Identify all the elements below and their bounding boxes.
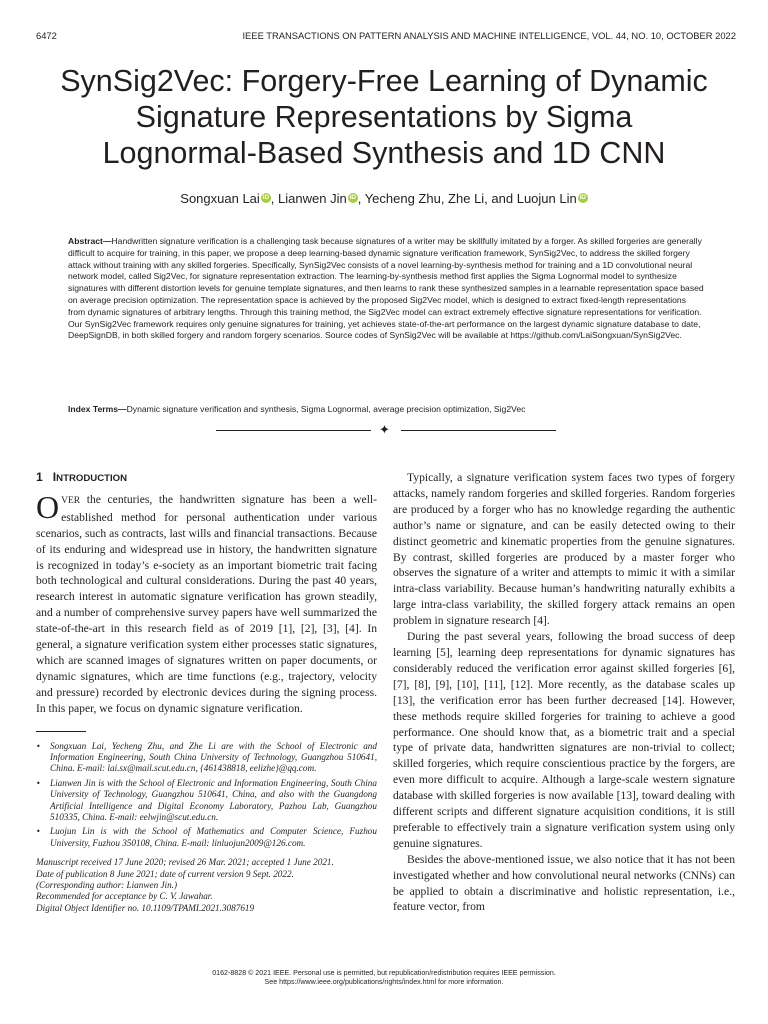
footnote-text: Luojun Lin is with the School of Mathematics and Computer Science, Fuzhou University, Fuzhou 350108, China. E-mail: linluojun2009@126.com. — [50, 826, 377, 848]
manuscript-info — [36, 857, 377, 914]
bullet-icon: • — [36, 741, 41, 751]
doi: Digital Object Identifier no. 10.1109/TPAMI.2021.3087619 — [36, 902, 255, 913]
body-paragraph: Typically, a signature verification system faces two types of forgery attacks, namely random forgeries and skilled forgeries. Random forgeries are produced by a forger who has no knowledge regarding the authentic author’s name or signature, and can be easily detected owing to their distinct geometric and kinematic properties from the genuine signatures. By contrast, skilled forgeries are produced by a master forger who observes the signature of a writer and attempts to mimic it with a similar intra-class variability. Because human’s handwriting naturally exhibits a large intra-class variability, the skilled forgery attack remains an open problem in signature research [4]. — [393, 471, 735, 628]
body-paragraph: During the past several years, following the broad success of deep learning [5], learning deep representations for dynamic signatures has considerably reduced the verification error against skilled forgeries [6], [7], [8], [9], [10], [11], [12]. More recently, as the database scales up [13], the verification error has been further decreased [14]. However, these methods require skilled forgeries for training to achieve a good performance. One should know that, as a biometric trait and a special type of private data, handwritten signatures are non-trivial to collect; skilled forgeries, which require conscientious practice by the forgers, are even more difficult to acquire. Although a large-scale western signature database with skilled forgeries is now available [13], toward dealing with different scripts and different signature acquisition conditions, it is still preferable to effectively train a signature verification system using only genuine signatures. — [393, 630, 735, 850]
copyright-line: 0162-8828 © 2021 IEEE. Personal use is permitted, but republication/redistribution requires IEEE permission. — [212, 969, 556, 977]
orcid-icon[interactable]: iD — [262, 194, 270, 201]
first-word-rest: VER — [61, 495, 81, 506]
publication-dates: Date of publication 8 June 2021; date of current version 9 Sept. 2022. — [36, 868, 294, 879]
journal-name: IEEE TRANSACTIONS ON PATTERN ANALYSIS AND MACHINE INTELLIGENCE, VOL. 44, NO. 10, OCTOBER 2022 — [242, 30, 736, 41]
abstract-text: Handwritten signature verification is a challenging task because signatures of a writer may be skillfully imitated by a forger. As skilled forgeries are generally difficult to acquire for training, in this paper, we propose a deep learning-based dynamic signature verification framework, SynSig2Vec, to address the skilled forgery attack without training with any skilled forgeries. Specifically, SynSig2Vec consists of a novel learning-by-synthesis method for training and a 1D convolutional neural network model, called Sig2Vec, for signature representation extraction. The learning-by-synthesis method first applies the Sigma Lognormal model to synthesize signatures with different distortion levels for genuine template signatures, and then learns to rank these synthesized samples in a learnable representation space based on average precision optimization. The representation space is achieved by the proposed Sig2Vec model, which is designed to extract fixed-length representations from dynamic signatures of arbitrary lengths. Through this training method, the Sig2Vec model can extract extremely effective signature representations for verification. Our SynSig2Vec framework requires only genuine signatures for training, yet achieves state-of-the-art performance on the largest dynamic signature database to date, DeepSignDB, in both skilled forgery and random forgery scenarios. Source codes of SynSig2Vec will be available at https://github.com/LaiSongxuan/SynSig2Vec. — [68, 236, 704, 341]
separator-line-right — [401, 430, 556, 431]
footnote-text: Songxuan Lai, Yecheng Zhu, and Zhe Li are with the School of Electronic and Information Engineering, South China University of Technology, Guangzhou 510641, China. E-mail: lai.sx@mail.scut.edu.cn, {461438818, eelizhe}@qq.com. — [50, 740, 377, 774]
section-number: 1 — [36, 470, 43, 484]
separator-line-left — [216, 430, 371, 431]
left-column — [36, 470, 377, 914]
author-jin: Lianwen Jin — [278, 191, 347, 206]
paper-title — [30, 63, 738, 171]
section-heading — [36, 470, 377, 487]
footnote-item — [36, 741, 377, 775]
rights-link-line: See https://www.ieee.org/publications/rights/index.html for more information. — [264, 978, 504, 986]
corresponding-author: (Corresponding author: Lianwen Jin.) — [36, 880, 178, 891]
footnote-rule — [36, 731, 86, 732]
authors-rest: Yecheng Zhu, Zhe Li, and Luojun Lin — [364, 191, 577, 206]
index-terms-label: Index Terms — [68, 404, 118, 414]
recommended-by: Recommended for acceptance by C. V. Jawahar. — [36, 891, 213, 902]
intro-paragraph-1-text: the centuries, the handwritten signature has been a well-established method for personal authentication under various scenarios, such as contracts, last wills and financial transactions. Because of its enduring and widespread use in history, the handwritten signature is recognized in today’s e-society as an important biometric trait facing both technological and cultural considerations. During the past 40 years, research interest in automatic signature verification has grown steadily, and a number of comprehensive survey papers have well summarized the state-of-the-art in this research field as of 2019 [1], [2], [3], [4]. In general, a signature verification system either processes static signatures, which are scanned images of signatures written on paper documents, or dynamic signatures, which are time functions (e.g., trajectory, velocity and pressure) recorded by electronic devices during the signing process. In this paper, we focus on dynamic signature verification. — [36, 492, 377, 715]
manuscript-dates: Manuscript received 17 June 2020; revised 26 Mar. 2021; accepted 1 June 2021. — [36, 857, 334, 868]
footnote-item — [36, 778, 377, 824]
section-title-rest: NTRODUCTION — [56, 473, 128, 484]
section-title-initial: I — [52, 470, 57, 484]
abstract: Abstract—Handwritten signature verification is a challenging task because signatures of a writer may be skillfully imitated by a forger. As skilled forgeries are generally difficult to acquire for training, in this paper, we propose a deep learning-based dynamic signature verification framework, SynSig2Vec, to address the skilled forgery attack without training with any skilled forgeries. Specifically, SynSig2Vec consists of a novel learning-by-synthesis method for training and a 1D convolutional neural network model, called Sig2Vec, for signature representation extraction. The learning-by-synthesis method first applies the Sigma Lognormal model to synthesize signatures with different distortion levels for genuine template signatures, and then learns to rank these synthesized samples in a learnable representation space based on average precision optimization. The representation space is achieved by the proposed Sig2Vec model, which is designed to extract fixed-length representations from dynamic signatures of arbitrary lengths. Through this training method, the Sig2Vec model can extract extremely effective signature representations for verification. Our SynSig2Vec framework requires only genuine signatures for training, yet achieves state-of-the-art performance on the largest dynamic signature database to date, DeepSignDB, in both skilled forgery and random forgery scenarios. Source codes of SynSig2Vec will be available at https://github.com/LaiSongxuan/SynSig2Vec. — [68, 236, 704, 341]
separator-diamond-icon: ✦ — [379, 423, 390, 438]
body-paragraph: Besides the above-mentioned issue, we also notice that it has not been investigated whether and how convolutional neural networks (CNNs) can be applied to obtain a discriminative and holistic representation, i.e., feature vector, from — [393, 852, 735, 914]
abstract-label: Abstract — [68, 236, 103, 246]
orcid-icon[interactable]: iD — [579, 194, 586, 201]
intro-paragraph-1 — [36, 488, 377, 717]
orcid-icon[interactable]: iD — [349, 194, 356, 201]
page-number: 6472 — [36, 30, 57, 41]
title-line-2: Signature Representations by Sigma — [135, 100, 633, 134]
footnotes — [36, 741, 377, 850]
author-list: Songxuan Lai iD , Lianwen Jin iD , Yecheng Zhu, Zhe Li, and Luojun Lin iD — [180, 191, 586, 206]
running-header — [36, 30, 736, 44]
bullet-icon: • — [36, 827, 41, 837]
drop-cap: O — [36, 488, 60, 525]
right-column — [393, 470, 735, 915]
footnote-item — [36, 826, 377, 849]
bullet-icon: • — [36, 778, 41, 788]
title-line-1: SynSig2Vec: Forgery-Free Learning of Dynamic — [60, 64, 708, 98]
index-terms-text: Dynamic signature verification and synthesis, Sigma Lognormal, average precision optimization, Sig2Vec — [126, 404, 526, 414]
copyright-footer — [0, 969, 768, 987]
author-lai: Songxuan Lai — [180, 191, 260, 206]
footnote-text: Lianwen Jin is with the School of Electronic and Information Engineering, South China University of Technology, Guangzhou 510641, China, and also with the Guangdong Artificial Intelligence and Digital Economy Laboratory, Pazhou Lab, Guangzhou 510335, China. E-mail: eelwjin@scut.edu.cn. — [50, 777, 377, 823]
section-separator — [216, 423, 556, 439]
title-line-3: Lognormal-Based Synthesis and 1D CNN — [102, 136, 666, 170]
index-terms: Index Terms—Dynamic signature verification and synthesis, Sigma Lognormal, average precision optimization, Sig2Vec — [68, 404, 526, 414]
